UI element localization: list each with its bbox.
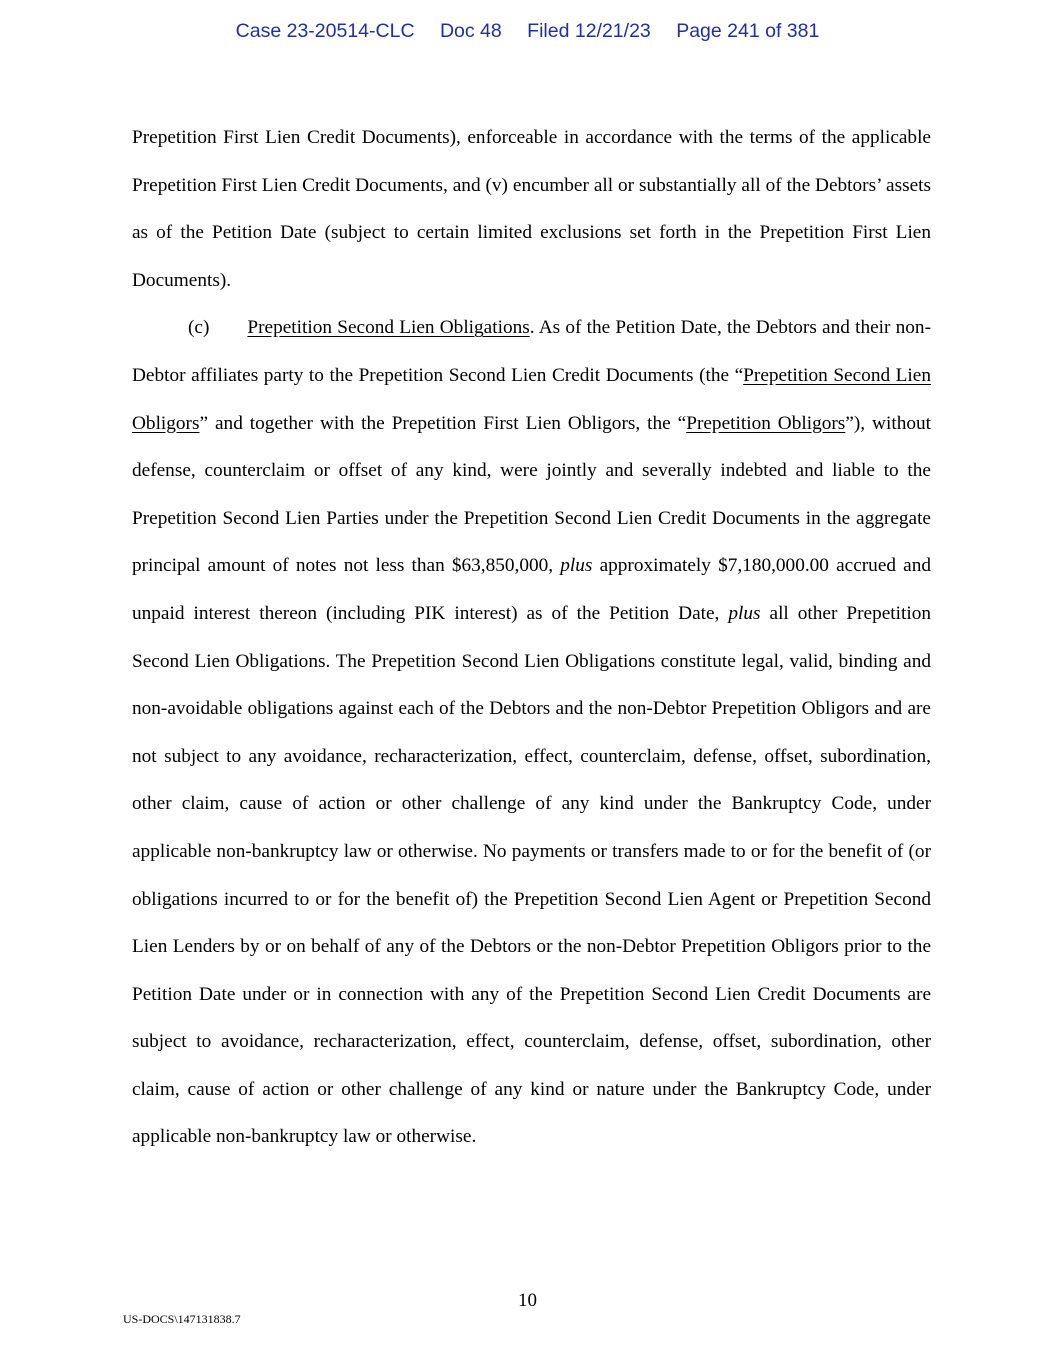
paragraph-continuation: Prepetition First Lien Credit Documents), enforceable in accordance with the terms of the applicable Prepetition First Lien Credit Documents, and (v) encumber all or substantially all of the Debtors’ assets as of the Petition Date (subject to certain limited exclusions set forth in the Prepetition First Lien Documents). (132, 127, 931, 291)
page-of-total: Page 241 of 381 (676, 20, 820, 42)
doc-number: Doc 48 (439, 20, 502, 42)
text-segment: ”), without defense, counterclaim or offset of any kind, were jointly and severally indebted and liable to the Prepetition Second Lien Parties under the Prepetition Second Lien Credit Documents in the aggregate principal amount of notes not less than $63,850,000, (132, 412, 931, 577)
text-segment: ” and together with the Prepetition First Lien Obligors, the “ (199, 412, 687, 434)
italic-term: plus (560, 555, 593, 577)
defined-term: Prepetition Obligors (686, 412, 846, 434)
case-number: Case 23-20514-CLC (235, 20, 415, 42)
text-segment: . As of the Petition Date, the Debtors and their non-Debtor affiliates party to the Prepetition Second Lien Credit Documents (the “ (132, 317, 931, 386)
document-id: US-DOCS\147131838.7 (123, 1312, 241, 1326)
paragraph-marker: (c) (188, 317, 210, 339)
filed-date: Filed 12/21/23 (527, 20, 651, 42)
section-heading: Prepetition Second Lien Obligations (247, 317, 530, 339)
document-body (132, 114, 931, 1161)
text-segment: all other Prepetition Second Lien Obligations. The Prepetition Second Lien Obligations constitute legal, valid, binding and non-avoidable obligations against each of the Debtors and the non-Debtor Prepetition Obligors and are not subject to any avoidance, recharacterization, effect, counterclaim, defense, offset, subordination, other claim, cause of action or other challenge of any kind under the Bankruptcy Code, under applicable non-bankruptcy law or otherwise. No payments or transfers made to or for the benefit of (or obligations incurred to or for the benefit of) the Prepetition Second Lien Agent or Prepetition Second Lien Lenders by or on behalf of any of the Debtors or the non-Debtor Prepetition Obligors prior to the Petition Date under or in connection with any of the Prepetition Second Lien Credit Documents are subject to avoidance, recharacterization, effect, counterclaim, defense, offset, subordination, other claim, cause of action or other challenge of any kind or nature under the Bankruptcy Code, under applicable non-bankruptcy law or otherwise. (132, 602, 931, 1148)
page-number: 10 (518, 1290, 537, 1311)
paragraph-c (132, 304, 931, 1161)
defined-term: Prepetition Second Lien Obligors (132, 364, 931, 434)
text-segment: approximately $7,180,000.00 accrued and unpaid interest thereon (including PIK interest) as of the Petition Date, (132, 555, 932, 624)
italic-term: plus (728, 602, 761, 624)
case-header (0, 20, 1055, 43)
